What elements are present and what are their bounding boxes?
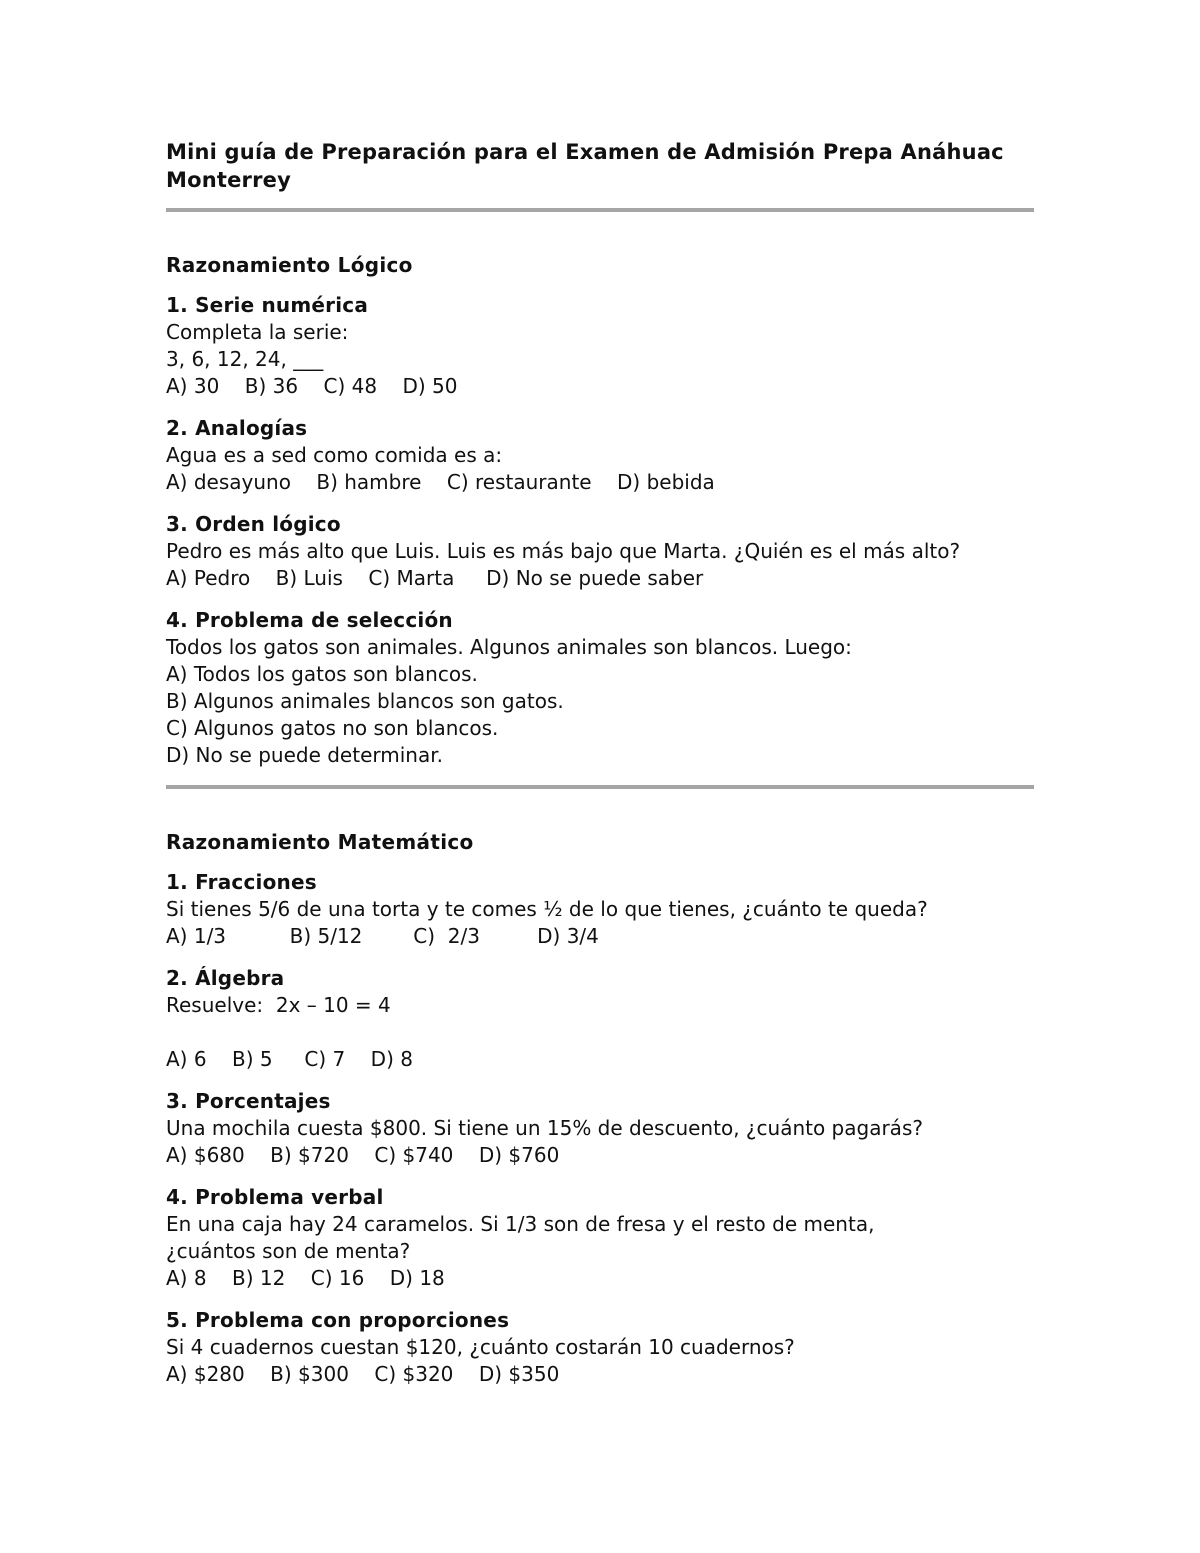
- answer-options: A) desayuno B) hambre C) restaurante D) bebida: [166, 470, 715, 494]
- divider: [166, 208, 1034, 212]
- answer-options: A) $680 B) $720 C) $740 D) $760: [166, 1143, 560, 1167]
- question-text: Completa la serie:: [166, 320, 349, 344]
- question-5: [166, 1307, 1034, 1388]
- question-2: [166, 415, 1034, 496]
- question-title: 4. Problema verbal: [166, 1185, 384, 1209]
- blank-line: [166, 1019, 1034, 1046]
- question-text: En una caja hay 24 caramelos. Si 1/3 son de fresa y el resto de menta,: [166, 1212, 875, 1236]
- question-title: 3. Orden lógico: [166, 512, 341, 536]
- question-text: Agua es a sed como comida es a:: [166, 443, 503, 467]
- question-text: Si tienes 5/6 de una torta y te comes ½ de lo que tienes, ¿cuánto te queda?: [166, 897, 928, 921]
- document-title: Mini guía de Preparación para el Examen de Admisión Prepa Anáhuac Monterrey: [166, 140, 1004, 192]
- document-page: [166, 138, 1034, 1388]
- question-1: [166, 869, 1034, 950]
- question-4: [166, 607, 1034, 769]
- answer-option: A) Todos los gatos son blancos.: [166, 662, 478, 686]
- answer-option: D) No se puede determinar.: [166, 743, 443, 767]
- section-math-reasoning: [166, 829, 1034, 1388]
- section-logical-reasoning: [166, 252, 1034, 769]
- question-3: [166, 511, 1034, 592]
- answer-options: A) 6 B) 5 C) 7 D) 8: [166, 1047, 413, 1071]
- question-text: Todos los gatos son animales. Algunos animales son blancos. Luego:: [166, 635, 852, 659]
- divider: [166, 785, 1034, 789]
- answer-options: A) 8 B) 12 C) 16 D) 18: [166, 1266, 445, 1290]
- question-text: Si 4 cuadernos cuestan $120, ¿cuánto costarán 10 cuadernos?: [166, 1335, 795, 1359]
- answer-option: B) Algunos animales blancos son gatos.: [166, 689, 564, 713]
- question-title: 3. Porcentajes: [166, 1089, 331, 1113]
- answer-options: A) 1/3 B) 5/12 C) 2/3 D) 3/4: [166, 924, 599, 948]
- question-1: [166, 292, 1034, 400]
- question-text: Una mochila cuesta $800. Si tiene un 15% de descuento, ¿cuánto pagarás?: [166, 1116, 923, 1140]
- answer-options: A) 30 B) 36 C) 48 D) 50: [166, 374, 458, 398]
- question-text: Pedro es más alto que Luis. Luis es más bajo que Marta. ¿Quién es el más alto?: [166, 539, 961, 563]
- question-title: 5. Problema con proporciones: [166, 1308, 510, 1332]
- answer-options: A) $280 B) $300 C) $320 D) $350: [166, 1362, 560, 1386]
- section-title: Razonamiento Lógico: [166, 253, 413, 277]
- question-title: 4. Problema de selección: [166, 608, 453, 632]
- question-title: 1. Serie numérica: [166, 293, 369, 317]
- answer-option: C) Algunos gatos no son blancos.: [166, 716, 499, 740]
- section-title: Razonamiento Matemático: [166, 830, 474, 854]
- question-3: [166, 1088, 1034, 1169]
- question-text: Resuelve: 2x – 10 = 4: [166, 993, 391, 1017]
- question-title: 1. Fracciones: [166, 870, 317, 894]
- answer-options: A) Pedro B) Luis C) Marta D) No se puede saber: [166, 566, 704, 590]
- question-2: [166, 965, 1034, 1073]
- question-text: ¿cuántos son de menta?: [166, 1239, 411, 1263]
- question-title: 2. Analogías: [166, 416, 308, 440]
- question-title: 2. Álgebra: [166, 966, 285, 990]
- question-4: [166, 1184, 1034, 1292]
- question-text: 3, 6, 12, 24, ___: [166, 347, 324, 371]
